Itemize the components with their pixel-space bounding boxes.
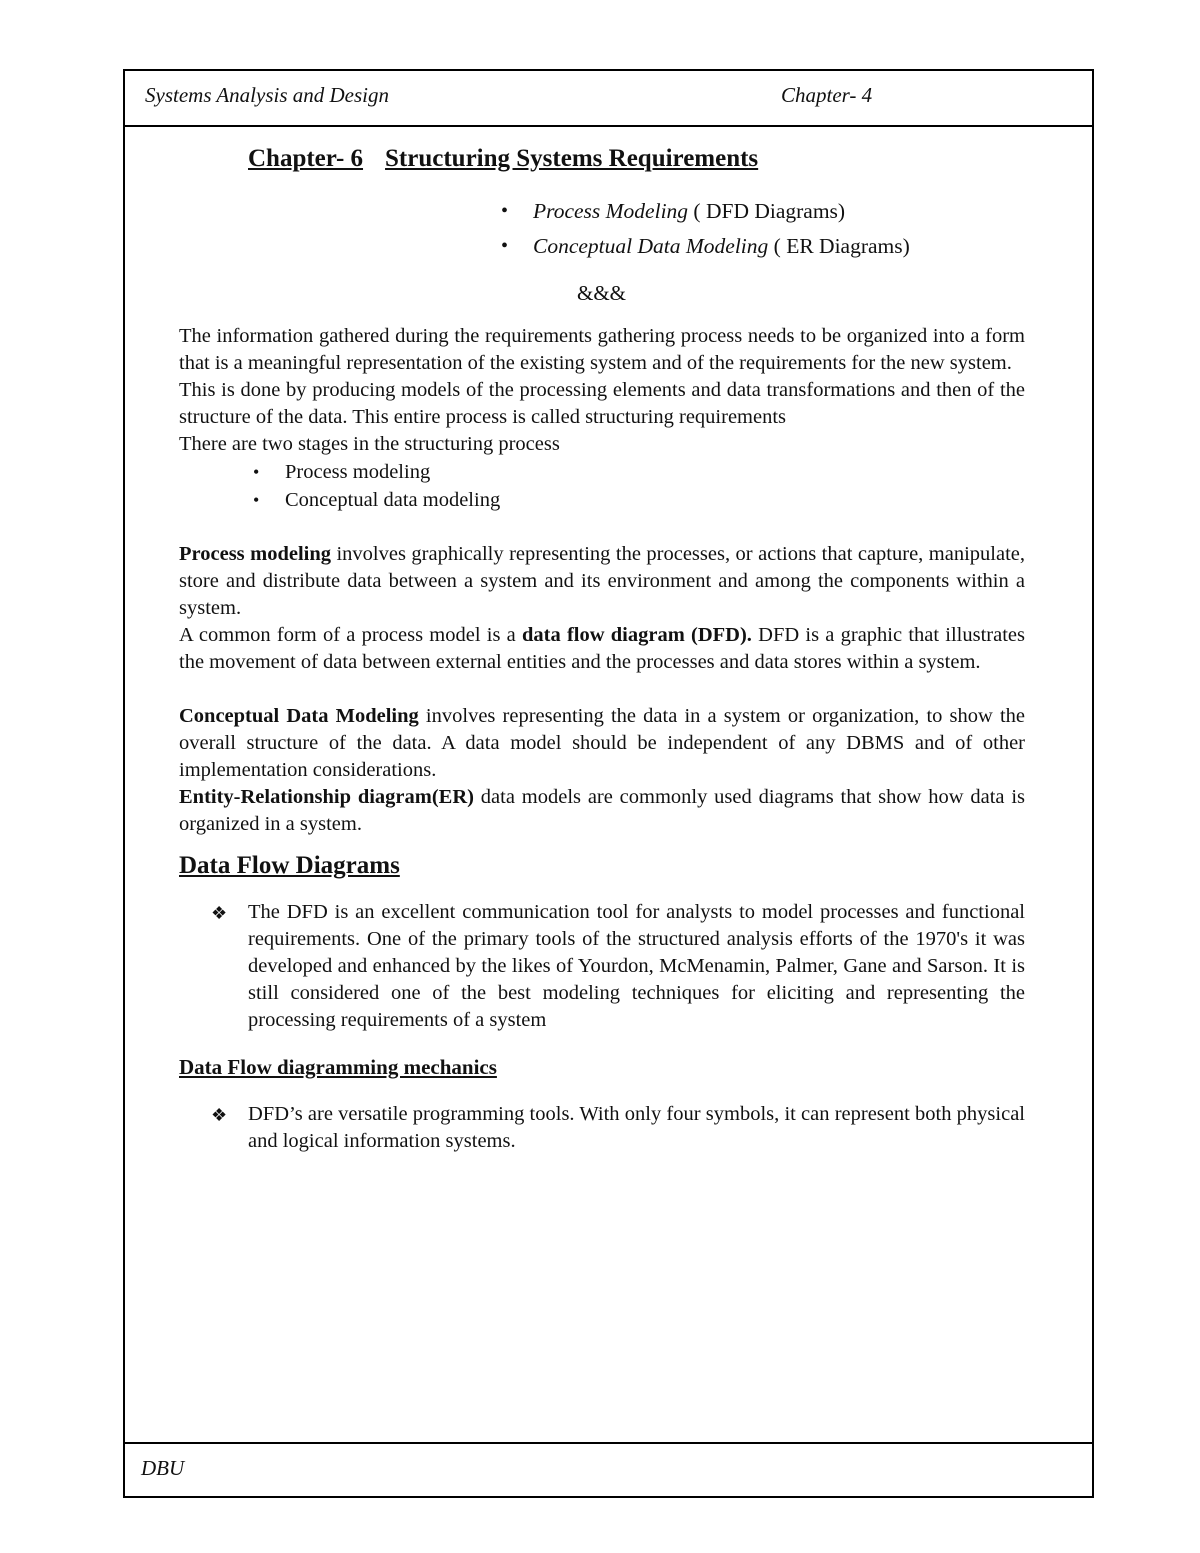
page-content bbox=[179, 143, 1025, 1155]
process-modeling-paragraph bbox=[179, 541, 1025, 622]
topic-detail: ( ER Diagrams) bbox=[768, 234, 910, 258]
list-item bbox=[501, 229, 1025, 264]
page-header bbox=[125, 71, 1092, 127]
intro-paragraph-3: There are two stages in the structuring process bbox=[179, 433, 560, 455]
intro-paragraph: The information gathered during the requirements gathering process needs to be organized into a form that is a meaningful representation of the existing system and of the requirements for the new system. bbox=[179, 325, 1025, 374]
mechanics-heading: Data Flow diagramming mechanics bbox=[179, 1055, 497, 1079]
er-paragraph bbox=[179, 784, 1025, 838]
header-course-title: Systems Analysis and Design bbox=[145, 83, 390, 107]
mechanics-bullet bbox=[179, 1101, 1025, 1155]
page-frame bbox=[123, 69, 1094, 1498]
topic-name: Conceptual Data Modeling bbox=[533, 234, 769, 258]
dfd-text-after: DFD is a graphic that illustrates the movement of data between external entities and the processes and data stores within a system. bbox=[179, 624, 1025, 673]
chapter-title bbox=[248, 145, 1025, 172]
conceptual-term: Conceptual Data Modeling bbox=[179, 705, 419, 727]
topic-name: Process Modeling bbox=[533, 199, 689, 223]
dfd-heading: Data Flow Diagrams bbox=[179, 852, 400, 879]
er-term: Entity-Relationship diagram(ER) bbox=[179, 786, 474, 808]
dfd-bullet bbox=[179, 899, 1025, 1034]
conceptual-paragraph bbox=[179, 703, 1025, 784]
chapter-name: Structuring Systems Requirements bbox=[385, 145, 759, 172]
dfd-paragraph bbox=[179, 622, 1025, 676]
topic-detail: ( DFD Diagrams) bbox=[688, 199, 846, 223]
list-item: • Process modeling bbox=[253, 458, 1025, 486]
dfd-term: data flow diagram (DFD). bbox=[522, 624, 752, 646]
list-item: • Conceptual data modeling bbox=[253, 486, 1025, 514]
er-text: data models are commonly used diagrams that show how data is organized in a system. bbox=[179, 786, 1025, 835]
intro-paragraph-2: This is done by producing models of the processing elements and data transformations and then of the structure of the data. This entire process is called structuring requirements bbox=[179, 379, 1025, 428]
dfd-bullet-text: The DFD is an excellent communication tool for analysts to model processes and functional requirements. One of the primary tools of the structured analysis efforts of the 1970's it was developed and enhanced by the likes of Yourdon, McMenamin, Palmer, Gane and Sarson. It is still considered one of the best modeling techniques for eliciting and representing the processing requirements of a system bbox=[248, 901, 1025, 1031]
conceptual-text: involves representing the data in a system or organization, to show the overall structure of the data. A data model should be independent of any DBMS and of other implementation considerations. bbox=[179, 705, 1025, 781]
process-modeling-term: Process modeling bbox=[179, 543, 331, 565]
footer-label: DBU bbox=[141, 1456, 185, 1480]
process-modeling-text: involves graphically representing the processes, or actions that capture, manipulate, store and distribute data between a system and its environment and among the components within a system. bbox=[179, 543, 1025, 619]
header-chapter: Chapter- 4 bbox=[781, 83, 873, 107]
mechanics-bullet-text: DFD’s are versatile programming tools. With only four symbols, it can represent both physical and logical information systems. bbox=[248, 1103, 1025, 1152]
dfd-text-before: A common form of a process model is a bbox=[179, 624, 522, 646]
topic-list bbox=[501, 194, 1025, 264]
chapter-number: Chapter- 6 bbox=[248, 145, 364, 172]
separator: &&& bbox=[577, 281, 627, 305]
stages-list bbox=[253, 458, 1025, 514]
diamond-bullet-icon: ❖ bbox=[211, 1105, 228, 1125]
list-item bbox=[501, 194, 1025, 229]
page-footer bbox=[125, 1442, 1092, 1496]
diamond-bullet-icon: ❖ bbox=[211, 903, 228, 923]
